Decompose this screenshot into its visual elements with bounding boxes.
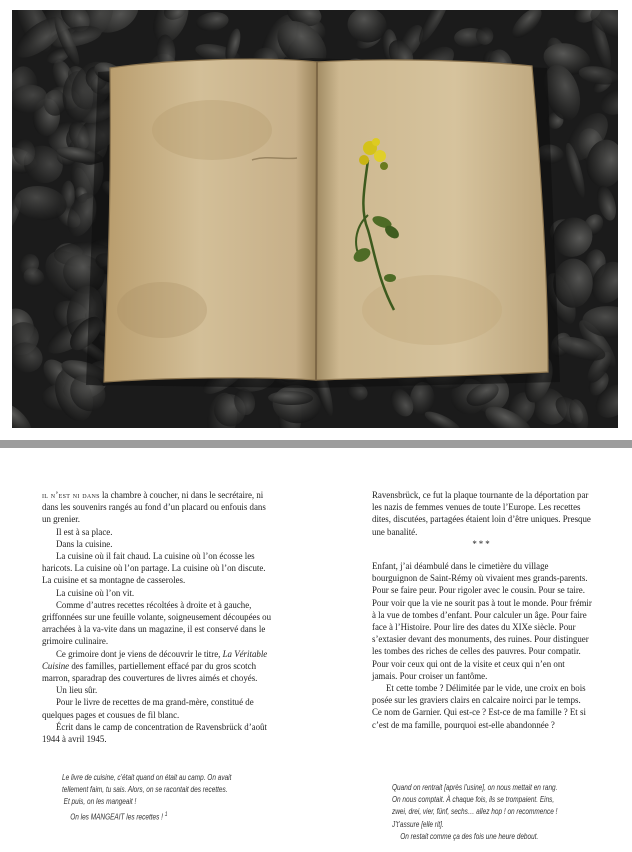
paragraph: La cuisine où l’on vit.: [56, 587, 135, 598]
quote-line: J’t’assure [elle rit].: [392, 819, 444, 829]
paragraph: Comme d’autres recettes récoltées à droite et à gauche, griffonnées sur une feuille volante, soigneusement découpées ou arrachées à la va-vite dans un magazine, il est conservé dans le grimoire culinaire.: [42, 599, 272, 647]
paragraph: Et cette tombe ? Délimitée par le vide, une croix en bois posée sur les graviers clairs en calcaire noirci par le temps. Ce nom de Garnier. Qui est-ce ? Est-ce de ma famille ? Et si c’est de ma famille, pourquoi est-elle abandonnée ?: [372, 683, 586, 730]
paragraph: Enfant, j’ai déambulé dans le cimetière du village bourguignon de Saint-Rémy où vivaient mes grands-parents. Pour se faire peur. Pour rigoler avec le cousin. Pour se taire. Pour voir que la vie ne sourit pas à tout le monde. Pour frémir à la vue de tombes d’enfant. Pour calculer un âge. Pour faire face à l’Histoire. Pour lire des dates du XIXe siècle. Pour s’extasier devant des monuments, des ruines. Pour distinguer les tombes des riches de celles des pauvres. Pour compatir. Pour voir ceux qui ont de la visite et ceux qui n’en ont jamais. Pour croiser un fantôme.: [372, 561, 592, 681]
paragraph-title: [42, 648, 274, 685]
opening-smallcaps: il n’est ni dans: [42, 490, 100, 500]
quote-line: [62, 809, 231, 824]
right-text-column: [372, 489, 592, 731]
quote-line: Et puis, on les mangeait !: [63, 797, 137, 807]
paragraph: La cuisine où il fait chaud. La cuisine où l’on écosse les haricots. La cuisine où l’on partage. La cuisine où l’on discute. La cuisine et sa montagne de casseroles.: [42, 551, 266, 586]
notebook-photo: [12, 10, 618, 428]
paragraph: Écrit dans le camp de concentration de Ravensbrück d’août 1944 à avril 1945.: [42, 721, 267, 745]
paragraph: Un lieu sûr.: [56, 685, 98, 696]
paragraph: Ravensbrück, ce fut la plaque tournante de la déportation par les nazis de femmes venues de toute l’Europe. Les recettes dites, discutées, partagées étaient loin d’être uniques. Presque une banalité.: [372, 490, 591, 537]
quote-line: Quand on rentrait [après l’usine], on nous mettait en rang.: [392, 783, 558, 792]
right-testimony-quote: [392, 782, 557, 843]
paragraph: Pour le livre de recettes de ma grand-mère, constitué de quelques pages et cousues de fil blanc.: [42, 697, 254, 720]
quote-line: On restait comme ça des fois une heure debout.: [400, 831, 539, 841]
paragraph: Il est à sa place.: [56, 526, 113, 537]
quote-line: On nous comptait. À chaque fois, ils se trompaient. Eins,: [392, 795, 555, 805]
title-outro: des familles, partiellement effacé par du gros scotch marron, sparadrap des couvertures de livres aimés et choyés.: [42, 660, 258, 684]
paragraph: Dans la cuisine.: [56, 538, 113, 549]
quote-line: zwei, drei, vier, fünf, sechs… allez hop ! on recommence !: [392, 807, 558, 817]
quote-line: tellement faim, tu sais. Alors, on se racontait des recettes.: [62, 785, 228, 795]
left-text-column: [42, 489, 274, 745]
opening-text: la chambre à coucher, ni dans le secrétaire, ni dans les souvenirs rangés au fond d’un placard ou enfouis dans un grenier.: [42, 490, 266, 525]
left-testimony-quote: [62, 772, 231, 823]
title-intro: Ce grimoire dont je viens de découvrir le titre,: [56, 648, 223, 659]
quote-line-text: On les MANGEAIT les recettes !: [70, 812, 163, 822]
cover-photo: [12, 10, 618, 428]
quote-line: Le livre de cuisine, c’était quand on était au camp. On avait: [62, 773, 232, 782]
section-divider: [0, 440, 632, 448]
section-separator: ***: [472, 538, 492, 549]
book-title: La Véritable Cuisine: [42, 648, 268, 671]
footnote-marker: 1: [164, 811, 168, 818]
paragraph-opening: [42, 489, 274, 526]
